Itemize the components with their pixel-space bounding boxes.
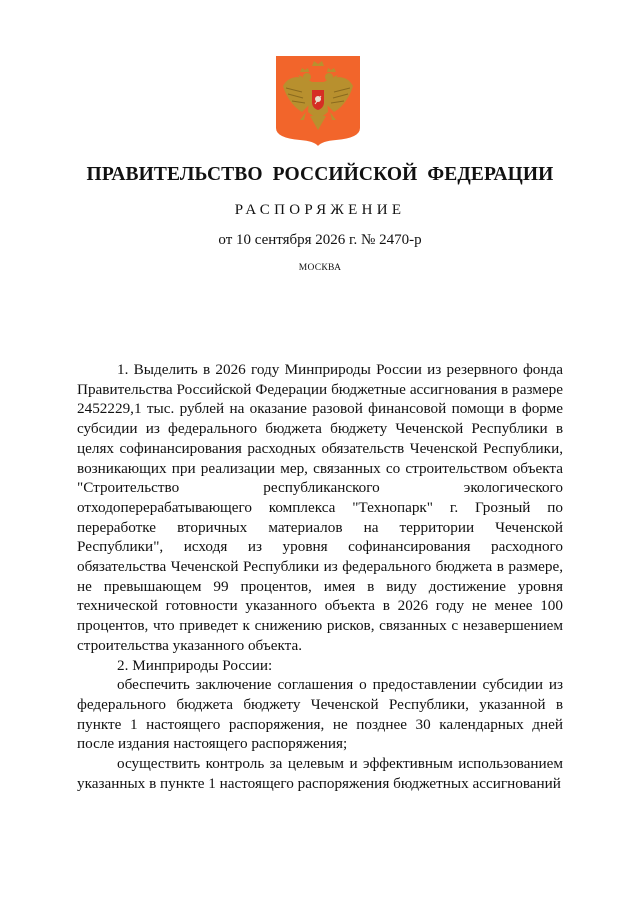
document-date: от 10 сентября 2026 г. № 2470-р: [218, 232, 422, 248]
document-type: РАСПОРЯЖЕНИЕ: [234, 202, 406, 218]
document-body: [77, 360, 563, 793]
document-city: МОСКВА: [298, 263, 342, 273]
paragraph-4: осуществить контроль за целевым и эффективным использованием указанных в пункте 1 настоящего распоряжения бюджетных ассигнований: [77, 755, 563, 792]
russian-coat-of-arms-icon: [276, 56, 360, 146]
paragraph-3: обеспечить заключение соглашения о предоставлении субсидии из федерального бюджета бюджету Чеченской Республики, указанной в пункте 1 настоящего распоряжения, не позднее 30 календарных дней после издания настоящего распоряжения;: [77, 676, 563, 753]
organization-title: ПРАВИТЕЛЬСТВО РОССИЙСКОЙ ФЕДЕРАЦИИ: [86, 164, 554, 185]
paragraph-2: 2. Минприроды России:: [117, 656, 273, 674]
paragraph-1: 1. Выделить в 2026 году Минприроды России из резервного фонда Правительства Российской Федерации бюджетные ассигнования в размере 2452229,1 тыс. рублей на оказание разовой финансовой помощи в форме субсидии из федерального бюджета бюджету Чеченской Республики в целях софинансирования расходных обязательств Чеченской Республики, возникающих при реализации мер, связанных со строительством объекта "Строительство республиканского экологического отходоперерабатывающего комплекса "Технопарк" г. Грозный по переработке вторичных материалов на территории Чеченской Республики", исходя из уровня софинансирования расходного обязательства Чеченской Республики из федерального бюджета в размере, не превышающем 99 процентов, имея в виду достижение уровня технической готовности указанного объекта в 2026 году не менее 100 процентов, что приведет к снижению рисков, связанных с незавершением строительства указанного объекта.: [77, 361, 563, 654]
